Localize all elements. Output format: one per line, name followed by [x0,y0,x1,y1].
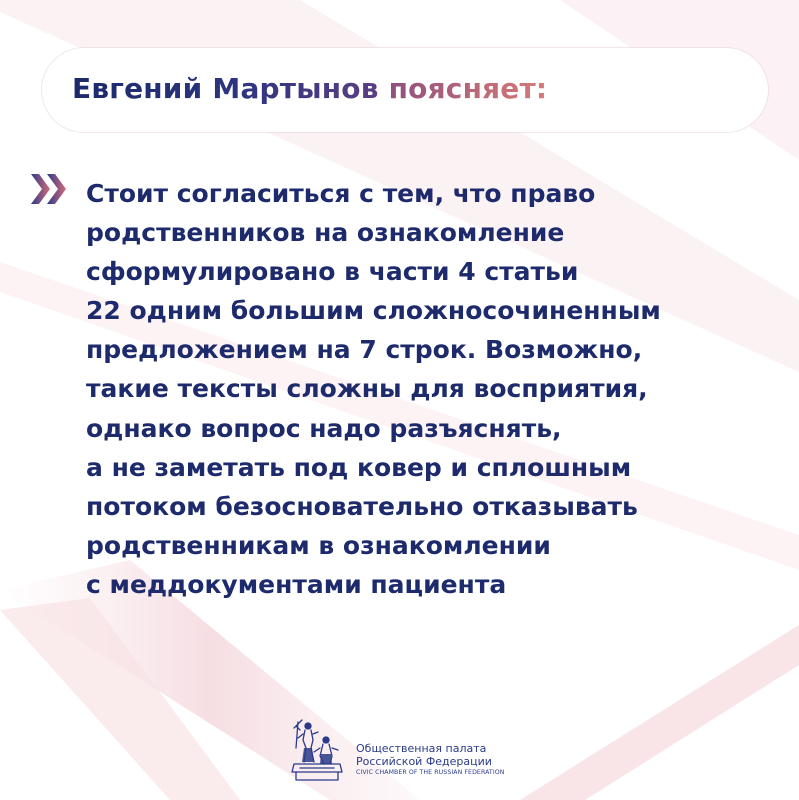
quote-line: такие тексты сложны для восприятия, [86,374,648,404]
org-logo [290,718,504,784]
quote-line: однако вопрос надо разъяснять, [86,413,562,443]
double-chevron-right-icon [30,173,74,205]
org-name-english: CIVIC CHAMBER OF THE RUSSIAN FEDERATION [356,769,505,776]
quote-line: сформулировано в части 4 статьи [86,257,579,287]
quote-line: предложением на 7 строк. Возможно, [86,335,643,365]
quote-line: родственникам в ознакомлении [86,530,551,560]
background-stripe [520,625,799,800]
quote-line: потоком безосновательно отказывать [86,491,638,521]
quote-line: а не заметать под ковер и сплошным [86,452,632,482]
quote-line: 22 одним большим сложносочиненным [86,296,661,326]
org-name-line2: Российской Федерации [356,755,492,768]
quote-line: родственников на ознакомление [86,218,565,248]
quote-text [86,174,766,604]
title-verb: поясняет: [388,72,548,105]
quote-line: Стоит согласиться с тем, что право [86,179,596,208]
monument-emblem-icon [290,718,350,784]
quote-line: с меддокументами пациента [86,569,507,599]
org-name [356,742,504,777]
page-title [72,71,547,107]
title-name: Евгений Мартынов [72,72,379,105]
org-name-line1: Общественная палата [356,742,487,755]
